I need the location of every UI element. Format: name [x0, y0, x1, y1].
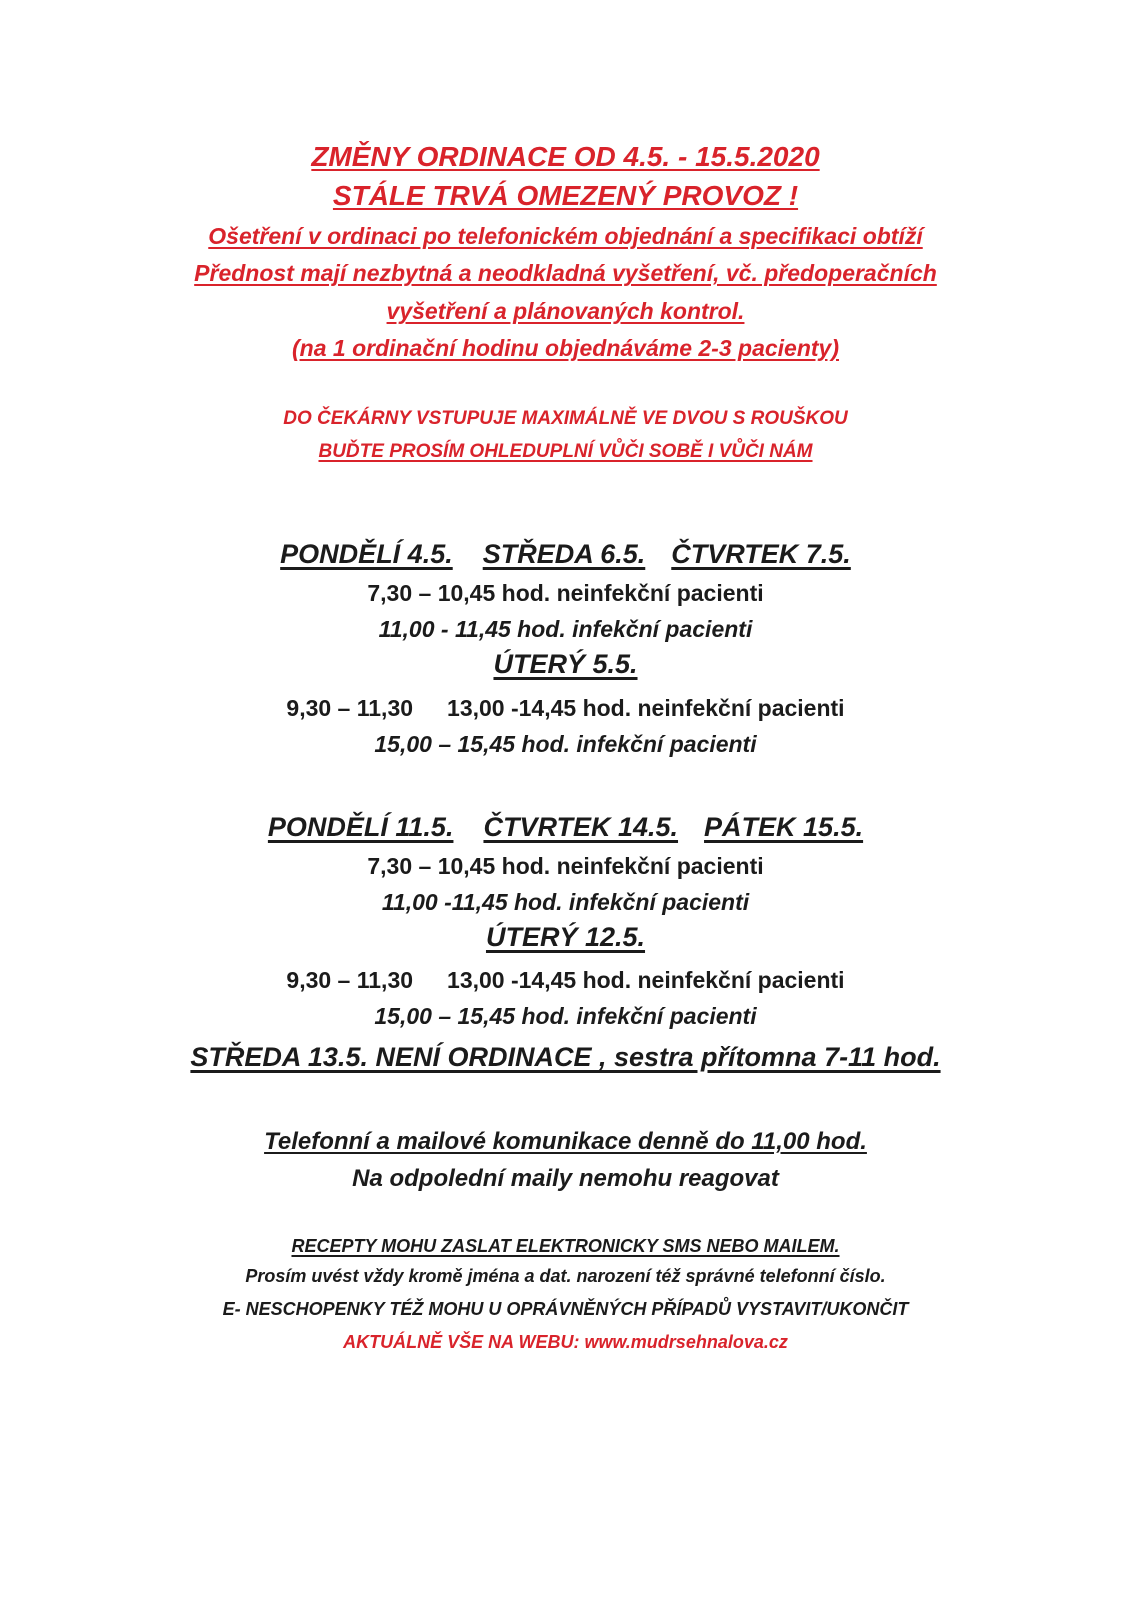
week2-tuesday: ÚTERÝ 12.5. [485, 922, 646, 952]
week1-day-1: PONDĚLÍ 4.5. [280, 539, 453, 569]
waiting-room-line-2: BUĎTE PROSÍM OHLEDUPLNÍ VŮČI SOBĚ I VŮČI NÁM [318, 441, 813, 462]
header-line-2: Přednost mají nezbytná a neodkladná vyšetření, vč. předoperačních [194, 260, 937, 286]
recipes-note: RECEPTY MOHU ZASLAT ELEKTRONICKY SMS NEBO MAILEM. [291, 1236, 840, 1256]
page-title: ZMĚNY ORDINACE OD 4.5. - 15.5.2020 [311, 141, 820, 172]
week2-day-3: PÁTEK 15.5. [704, 812, 864, 842]
week1-tuesday: ÚTERÝ 5.5. [493, 649, 638, 679]
web-note: AKTUÁLNĚ VŠE NA WEBU: www.mudrsehnalova.cz [343, 1332, 788, 1352]
week1-tuesday-noninfectious: 9,30 – 11,30 13,00 -14,45 hod. neinfekční pacienti [286, 695, 845, 721]
week1-infectious: 11,00 - 11,45 hod. infekční pacienti [378, 616, 753, 642]
week2-tuesday-noninfectious: 9,30 – 11,30 13,00 -14,45 hod. neinfekční pacienti [286, 967, 845, 993]
communication-line-2: Na odpolední maily nemohu reagovat [352, 1165, 779, 1192]
week2-days [0, 814, 1131, 841]
week2-infectious: 11,00 -11,45 hod. infekční pacienti [381, 889, 750, 915]
waiting-room-line-1: DO ČEKÁRNY VSTUPUJE MAXIMÁLNĚ VE DVOU S ROUŠKOU [283, 408, 848, 429]
sick-leave-note: E- NESCHOPENKY TÉŽ MOHU U OPRÁVNĚNÝCH PŘÍPADŮ VYSTAVIT/UKONČIT [222, 1299, 909, 1319]
week1-tuesday-infectious: 15,00 – 15,45 hod. infekční pacienti [374, 731, 757, 757]
week1-noninfectious: 7,30 – 10,45 hod. neinfekční pacienti [367, 580, 764, 606]
week2-day-1: PONDĚLÍ 11.5. [267, 812, 454, 842]
week1-day-3: ČTVRTEK 7.5. [671, 539, 851, 569]
header-line-3: vyšetření a plánovaných kontrol. [386, 298, 745, 324]
wednesday-note: STŘEDA 13.5. NENÍ ORDINACE , sestra přítomna 7-11 hod. [190, 1042, 941, 1072]
week1-days [0, 541, 1131, 568]
page-subtitle: STÁLE TRVÁ OMEZENÝ PROVOZ ! [332, 180, 799, 211]
please-note: Prosím uvést vždy kromě jména a dat. narození též správné telefonní číslo. [245, 1266, 886, 1286]
header-line-4: (na 1 ordinační hodinu objednáváme 2-3 pacienty) [292, 335, 839, 361]
week2-tuesday-infectious: 15,00 – 15,45 hod. infekční pacienti [374, 1003, 757, 1029]
communication-line-1: Telefonní a mailové komunikace denně do 11,00 hod. [264, 1128, 867, 1155]
week2-day-2: ČTVRTEK 14.5. [483, 812, 679, 842]
week1-day-2: STŘEDA 6.5. [482, 539, 646, 569]
header-line-1: Ošetření v ordinaci po telefonickém objednání a specifikaci obtíží [208, 223, 923, 249]
week2-noninfectious: 7,30 – 10,45 hod. neinfekční pacienti [367, 853, 764, 879]
